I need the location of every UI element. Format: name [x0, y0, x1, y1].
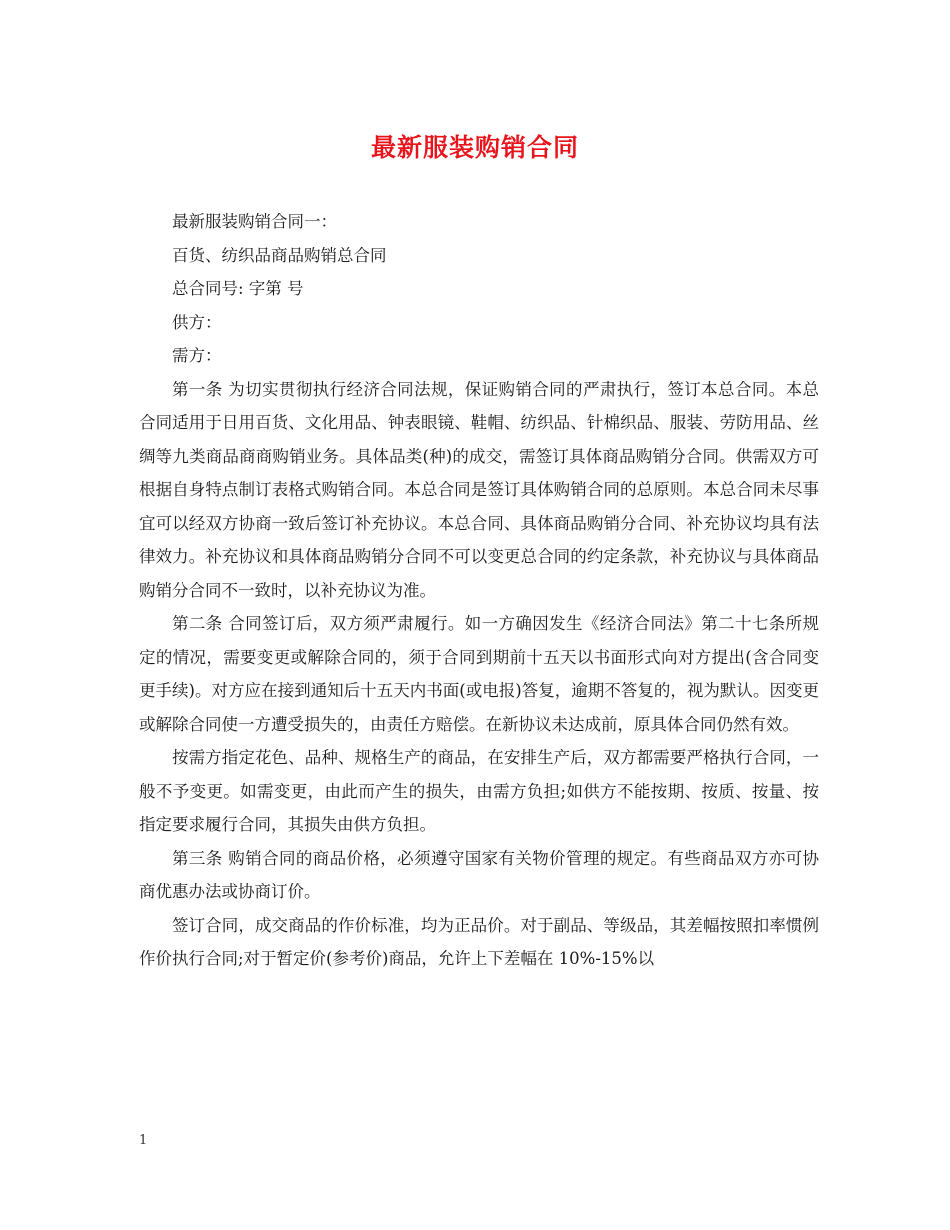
paragraph: 需方：: [172, 346, 222, 365]
paragraph: 最新服装购销合同一：: [172, 212, 337, 231]
page-number: 1: [139, 1133, 148, 1148]
article-3-paragraph: 第三条 购销合同的商品价格，必须遵守国家有关物价管理的规定。有些商品双方亦可协商优惠办法或协商订价。: [139, 848, 819, 901]
paragraph: 签订合同，成交商品的作价标准，均为正品价。对于副品、等级品，其差幅按照扣率惯例作价执行合同;对于暂定价(参考价)商品，允许上下差幅在 10%-15%以: [139, 915, 819, 968]
document-title: 最新服装购销合同: [370, 133, 579, 162]
paragraph: 百货、纺织品商品购销总合同: [172, 245, 387, 265]
paragraph: 按需方指定花色、品种、规格生产的商品，在安排生产后，双方都需要严格执行合同，一般不予变更。如需变更，由此而产生的损失，由需方负担;如供方不能按期、按质、按量、按指定要求履行合同，其损失由供方负担。: [139, 748, 819, 834]
article-1-paragraph: 第一条 为切实贯彻执行经济合同法规，保证购销合同的严肃执行，签订本总合同。本总合同适用于日用百货、文化用品、钟表眼镜、鞋帽、纺织品、针棉织品、服装、劳防用品、丝绸等九类商品商商购销业务。具体品类(种)的成交，需签订具体商品购销分合同。供需双方可根据自身特点制订表格式购销合同。本总合同是签订具体购销合同的总原则。本总合同未尽事宜可以经双方协商一致后签订补充协议。本总合同、具体商品购销分合同、补充协议均具有法律效力。补充协议和具体商品购销分合同不可以变更总合同的约定条款，补充协议与具体商品购销分合同不一致时，以补充协议为准。: [139, 379, 819, 600]
article-2-paragraph: 第二条 合同签订后，双方须严肃履行。如一方确因发生《经济合同法》第二十七条所规定的情况，需要变更或解除合同的，须于合同到期前十五天以书面形式向对方提出(含合同变更手续)。对方应在接到通知后十五天内书面(或电报)答复，逾期不答复的，视为默认。因变更或解除合同使一方遭受损失的，由责任方赔偿。在新协议未达成前，原具体合同仍然有效。: [139, 614, 819, 734]
document-body: [139, 205, 819, 976]
paragraph: 总合同号: 字第 号: [172, 279, 304, 298]
paragraph: 供方：: [172, 312, 222, 332]
